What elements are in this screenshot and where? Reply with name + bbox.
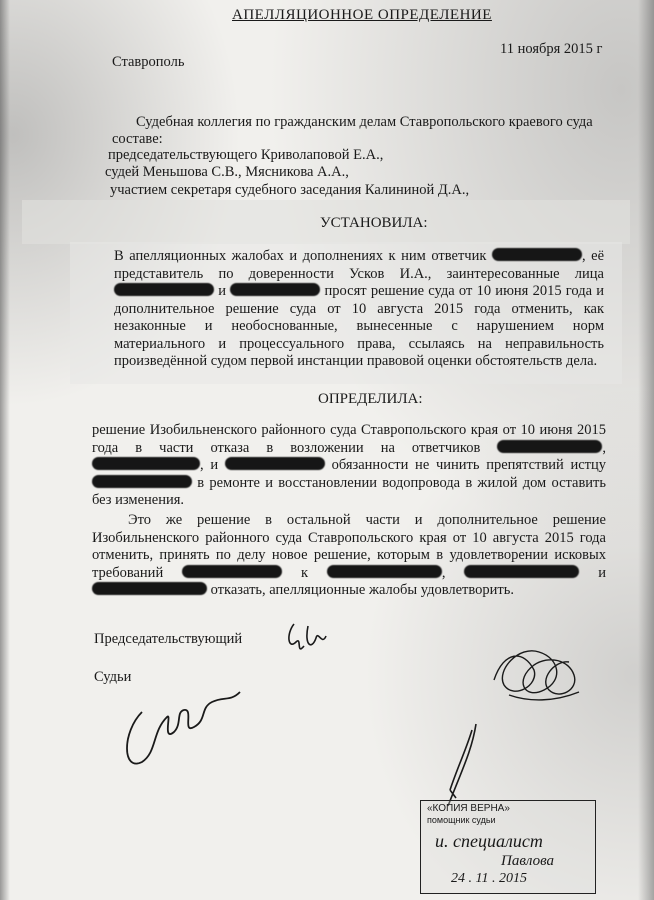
redaction-block [464, 565, 579, 578]
established-paragraph [114, 248, 604, 371]
redaction-block [492, 248, 582, 261]
judges-label: Судьи [94, 669, 132, 685]
redaction-block [114, 283, 214, 296]
stamp-signature-text: и. специалист [435, 831, 543, 851]
judge-signature-1 [112, 672, 252, 782]
determined-text-p3e: отказать, апелляционные жалобы удовлетворить. [210, 582, 514, 598]
presiding-label: Председательствующий [94, 631, 243, 647]
determined-text-c: , и [200, 457, 219, 473]
established-text-d: и [218, 283, 227, 299]
redaction-block [182, 565, 282, 578]
determined-text-p3c: , [441, 564, 446, 581]
determined-text-p3a: Это же решение в остальной части и дополнительное решение Изобильненского районного суда Ставропольского края от 10 августа 2015 года отменить, принять по делу новое решение, которым в удовлетворении исковых требований [92, 512, 606, 581]
document-date: 11 ноября 2015 г [500, 41, 603, 57]
composition-line-5: участием секретаря судебного заседания Калининой Д.А., [110, 182, 470, 198]
established-text-e: просят решение суда от 10 июня 2015 года и дополнительное решение суда от 10 августа 2015 года отменить, как незаконные и необоснованные, вынесенные с нарушением норм материального и процессуального права, ссылаясь на неправильность произведённой судом первой инстанции правовой оценки обстоятельств дела. [114, 283, 605, 369]
determined-text-e: в ремонте и восстановлении водопровода в жилой дом оставить без изменения. [92, 474, 607, 508]
document-city: Ставрополь [112, 54, 185, 70]
redaction-block [230, 283, 320, 296]
determined-paragraph-2 [92, 512, 606, 600]
determined-text-a: решение Изобильненского районного суда Ставропольского края от 10 июня 2015 года в части отказа в возложении на ответчиков [92, 422, 606, 456]
stamp-title: «КОПИЯ ВЕРНА» [427, 803, 510, 814]
redaction-block [327, 565, 442, 578]
established-text-b: , её представитель по доверенности Усков И.А., [114, 248, 605, 282]
scan-shadow-left [0, 0, 10, 900]
section-heading-established: УСТАНОВИЛА: [320, 215, 428, 231]
scan-shadow-right [638, 0, 654, 900]
side-margin-note [599, 772, 613, 882]
composition-line-4: судей Меньшова С.В., Мясникова А.А., [105, 164, 349, 180]
copy-certified-stamp [420, 800, 596, 894]
redaction-block [92, 457, 200, 470]
redaction-block [497, 440, 602, 453]
redaction-block [92, 582, 207, 595]
judge-signature-2 [436, 720, 486, 810]
stamp-name: Павлова [501, 853, 554, 869]
stamp-subtitle: помощник судьи [427, 815, 496, 825]
composition-line-3: председательствующего Криволаповой Е.А., [108, 147, 384, 163]
determined-text-p3b: к [300, 564, 308, 581]
presiding-signature [282, 616, 332, 666]
judge-signature-scribble [484, 640, 594, 710]
composition-line-1: Судебная коллегия по гражданским делам Ставропольского краевого суда [136, 114, 593, 130]
section-heading-determined: ОПРЕДЕЛИЛА: [318, 391, 423, 407]
determined-text-d: обязанности не чинить препятствий истцу [331, 457, 607, 473]
stamp-date: 24 . 11 . 2015 [451, 871, 527, 886]
redaction-block [225, 457, 325, 470]
established-text-a: В апелляционных жалобах и дополнениях к ним ответчик [114, 248, 487, 264]
redaction-block [92, 475, 192, 488]
determined-text-p3d: и [598, 564, 607, 581]
document-title: АПЕЛЛЯЦИОННОЕ ОПРЕДЕЛЕНИЕ [232, 7, 492, 23]
determined-paragraph-1 [92, 422, 606, 510]
composition-line-2: составе: [112, 131, 163, 147]
determined-text-b: , [602, 439, 607, 456]
established-text-c: заинтересованные лица [446, 265, 604, 282]
